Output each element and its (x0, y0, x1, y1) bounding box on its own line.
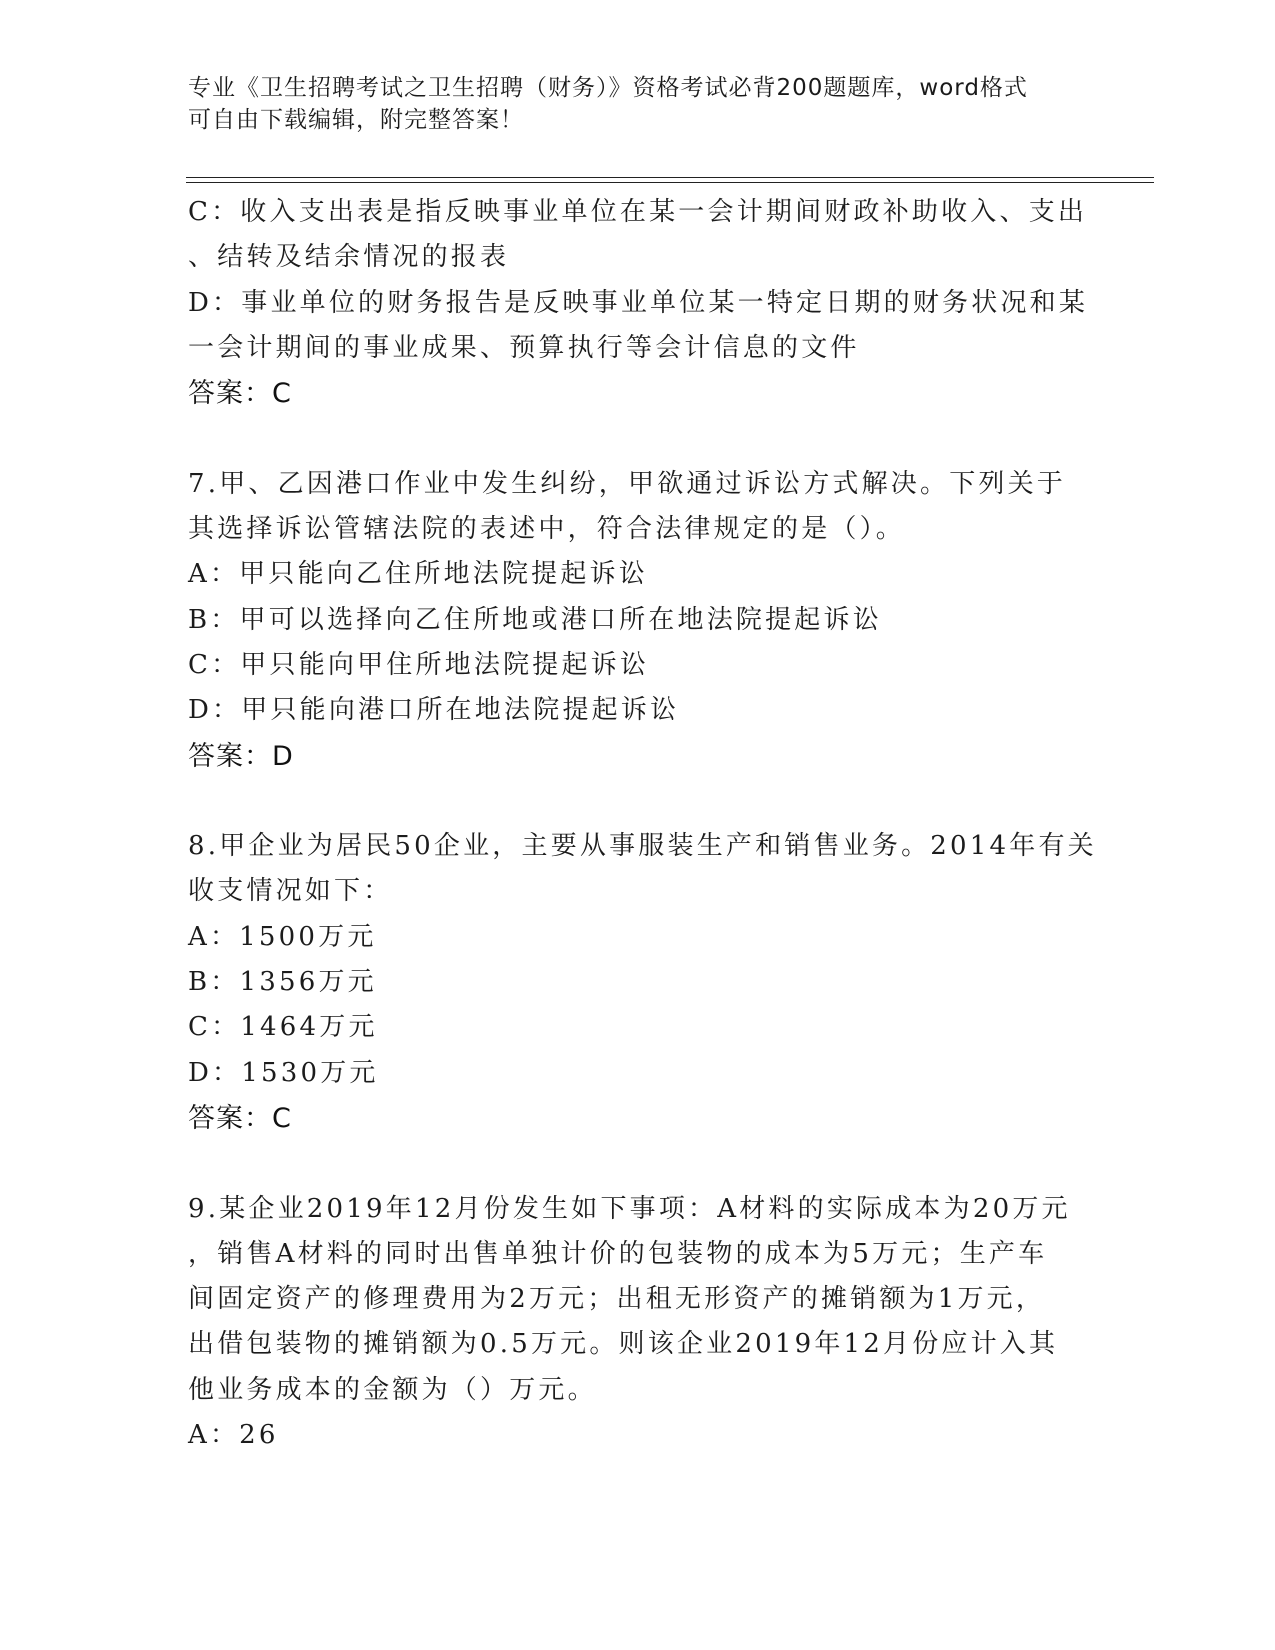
header-divider-top (186, 177, 1154, 178)
document-header (188, 72, 1068, 136)
q7-stem-line-1: 7.甲、乙因港口作业中发生纠纷，甲欲通过诉讼方式解决。下列关于 (188, 468, 1067, 499)
q7-stem-line-2: 其选择诉讼管辖法院的表述中，符合法律规定的是（）。 (188, 514, 906, 545)
q7-option-c: C：甲只能向甲住所地法院提起诉讼 (188, 649, 650, 680)
header-title-line-1: 专业《卫生招聘考试之卫生招聘（财务）》资格考试必背200题题库，word格式 (188, 75, 1028, 101)
q9-option-a: A：26 (188, 1420, 279, 1451)
q7-option-d: D：甲只能向港口所在地法院提起诉讼 (188, 695, 680, 726)
q8-option-c: C：1464万元 (188, 1012, 378, 1043)
q8-stem-line-1: 8.甲企业为居民50企业，主要从事服装生产和销售业务。2014年有关 (188, 831, 1097, 862)
q9-stem-line-5: 他业务成本的金额为（）万元。 (188, 1374, 597, 1405)
question-content (188, 190, 1097, 1458)
q7-option-b: B：甲可以选择向乙住所地或港口所在地法院提起诉讼 (188, 604, 882, 635)
q6-answer: 答案：C (188, 378, 292, 410)
question-7 (188, 462, 1088, 779)
q6-option-c-line-2: 、结转及结余情况的报表 (188, 242, 510, 273)
header-divider-bottom (186, 182, 1154, 183)
q9-stem-line-1: 9.某企业2019年12月份发生如下事项：A材料的实际成本为20万元 (188, 1193, 1071, 1224)
header-title-line-2: 可自由下载编辑，附完整答案！ (188, 107, 524, 133)
spacer (188, 779, 1088, 824)
q8-option-b: B：1356万元 (188, 967, 377, 998)
q8-answer: 答案：C (188, 1102, 292, 1134)
q6-option-d-line-1: D：事业单位的财务报告是反映事业单位某一特定日期的财务状况和某 (188, 287, 1089, 318)
q9-stem-line-2: ，销售A材料的同时出售单独计价的包装物的成本为5万元；生产车 (188, 1238, 1048, 1269)
q7-answer: 答案：D (188, 740, 294, 772)
spacer (188, 416, 1088, 461)
q8-stem-line-2: 收支情况如下： (188, 876, 393, 907)
question-9 (188, 1187, 1088, 1459)
question-8 (188, 824, 1097, 1141)
q7-option-a: A：甲只能向乙住所地法院提起诉讼 (188, 559, 648, 590)
question-6-tail (188, 190, 1088, 416)
q9-stem-line-3: 间固定资产的修理费用为2万元；出租无形资产的摊销额为1万元， (188, 1284, 1046, 1315)
q8-option-d: D：1530万元 (188, 1057, 379, 1088)
spacer (188, 1141, 1088, 1186)
q6-option-c-line-1: C：收入支出表是指反映事业单位在某一会计期间财政补助收入、支出 (188, 197, 1088, 227)
q8-option-a: A：1500万元 (188, 921, 377, 952)
q6-option-d-line-2: 一会计期间的事业成果、预算执行等会计信息的文件 (188, 332, 860, 363)
q9-stem-line-4: 出借包装物的摊销额为0.5万元。则该企业2019年12月份应计入其 (188, 1329, 1059, 1360)
